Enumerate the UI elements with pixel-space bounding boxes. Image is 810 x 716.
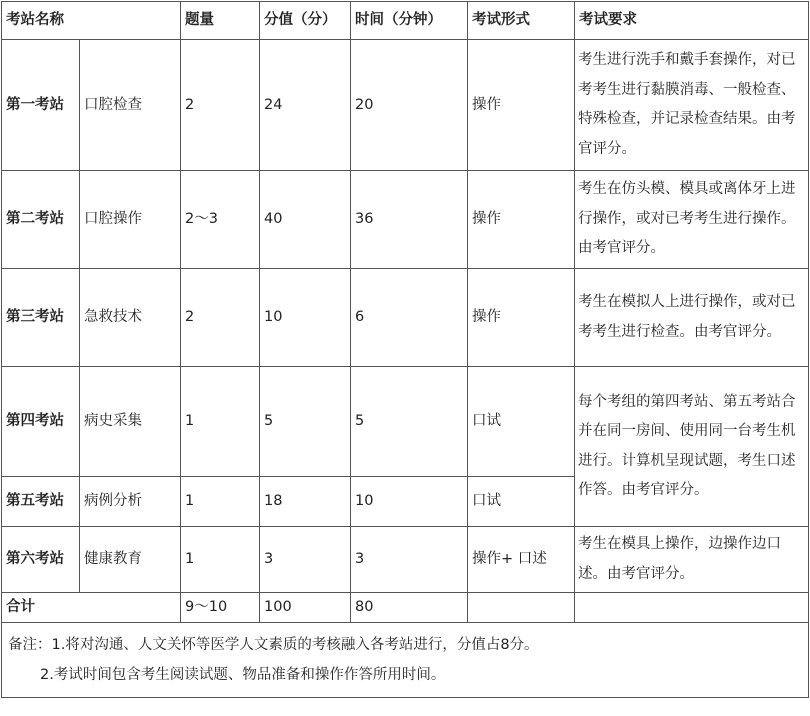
station-format: 操作+ 口述 [468,527,575,593]
table-header-row [2,2,809,40]
table-row [2,171,809,269]
table-row [2,367,809,477]
station-time: 36 [351,171,468,269]
table-row [2,40,809,171]
station-time: 6 [351,269,468,367]
header-requirement: 考试要求 [575,2,809,40]
station-format: 操作 [468,171,575,269]
total-label: 合计 [2,593,181,623]
station-time: 10 [351,477,468,527]
station-score: 5 [260,367,351,477]
station-subject: 口腔操作 [80,171,181,269]
header-count: 题量 [181,2,260,40]
header-format: 考试形式 [468,2,575,40]
note-line-1: 备注：1.将对沟通、人文关怀等医学人文素质的考核融入各考站进行，分值占8分。 [8,637,539,653]
station-requirement: 每个考组的第四考站、第五考站合并在同一房间、使用同一台考生机进行。计算机呈现试题，考生口述作答。由考官评分。 [575,367,809,527]
station-name: 第二考站 [2,171,80,269]
header-station-name: 考站名称 [2,2,181,40]
station-format: 口试 [468,477,575,527]
station-time: 3 [351,527,468,593]
total-row [2,593,809,623]
station-count: 2～3 [181,171,260,269]
station-name: 第五考站 [2,477,80,527]
station-count: 1 [181,477,260,527]
station-name: 第四考站 [2,367,80,477]
header-score: 分值（分） [260,2,351,40]
station-format: 操作 [468,40,575,171]
table-row [2,527,809,593]
total-count: 9～10 [181,593,260,623]
station-count: 1 [181,367,260,477]
station-count: 2 [181,40,260,171]
station-subject: 病史采集 [80,367,181,477]
station-score: 18 [260,477,351,527]
station-requirement: 考生进行洗手和戴手套操作，对已考考生进行黏膜消毒、一般检查、特殊检查，并记录检查结果。由考官评分。 [575,40,809,171]
station-requirement: 考生在模拟人上进行操作，或对已考考生进行检查。由考官评分。 [575,269,809,367]
total-requirement-empty [575,593,809,623]
total-time: 80 [351,593,468,623]
station-subject: 病例分析 [80,477,181,527]
exam-station-table [1,1,809,698]
total-score: 100 [260,593,351,623]
station-requirement: 考生在模具上操作，边操作边口述。由考官评分。 [575,527,809,593]
station-score: 40 [260,171,351,269]
note-line-2: 2.考试时间包含考生阅读试题、物品准备和操作作答所用时间。 [40,667,446,683]
station-time: 20 [351,40,468,171]
notes-cell [2,623,809,698]
station-name: 第一考站 [2,40,80,171]
station-count: 1 [181,527,260,593]
station-subject: 急救技术 [80,269,181,367]
station-format: 操作 [468,269,575,367]
station-count: 2 [181,269,260,367]
station-format: 口试 [468,367,575,477]
station-subject: 健康教育 [80,527,181,593]
station-time: 5 [351,367,468,477]
total-format-empty [468,593,575,623]
notes-row [2,623,809,698]
station-name: 第六考站 [2,527,80,593]
station-subject: 口腔检查 [80,40,181,171]
header-time: 时间（分钟） [351,2,468,40]
table-row [2,269,809,367]
station-score: 3 [260,527,351,593]
station-score: 10 [260,269,351,367]
station-requirement: 考生在仿头模、模具或离体牙上进行操作，或对已考考生进行操作。由考官评分。 [575,171,809,269]
station-name: 第三考站 [2,269,80,367]
station-score: 24 [260,40,351,171]
